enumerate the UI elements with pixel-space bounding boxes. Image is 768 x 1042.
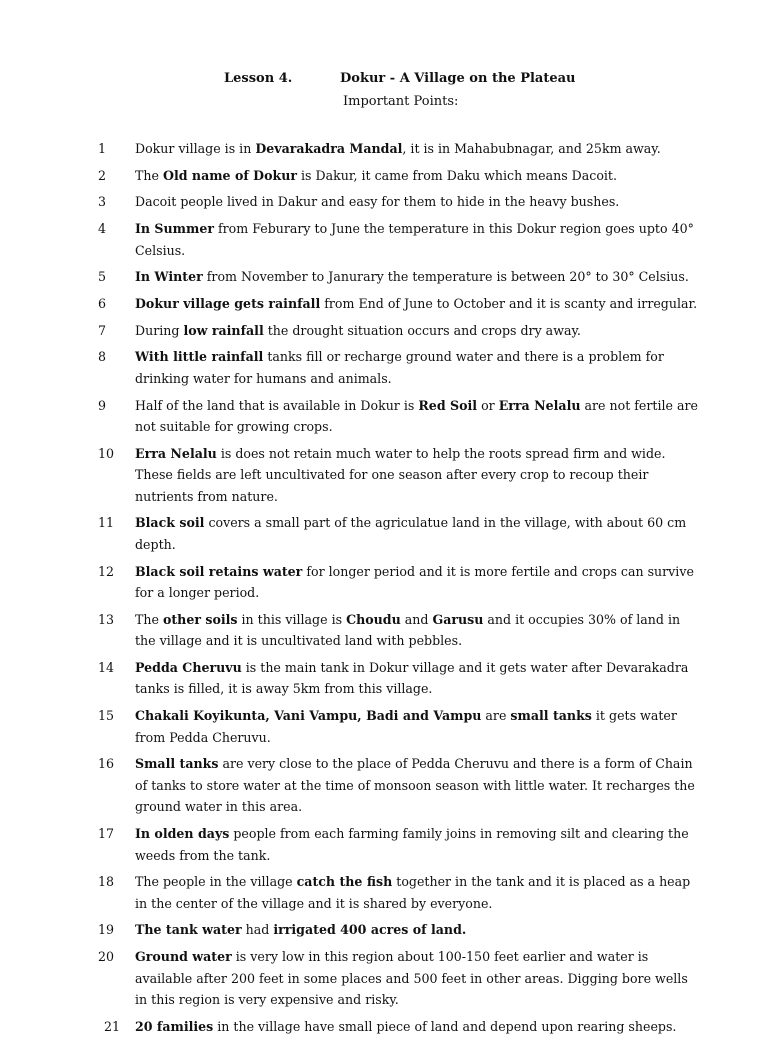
section-subtitle: Important Points: xyxy=(343,94,459,109)
bold-term: Choudu xyxy=(346,611,401,627)
text-run: and it occupies 30% of land in the village and it is uncultivated land with pebbles. xyxy=(135,611,681,649)
item-number: 7 xyxy=(98,322,107,338)
bold-term: 20 families xyxy=(135,1018,214,1034)
item-number: 8 xyxy=(98,349,107,365)
bold-term: In olden days xyxy=(135,826,230,841)
bold-term: Red Soil xyxy=(418,397,478,413)
list-item xyxy=(0,919,768,941)
item-text xyxy=(135,395,703,438)
item-number: 10 xyxy=(98,445,115,461)
bold-term: In Winter xyxy=(135,269,203,285)
text-run: is the main tank in Dokur village and it gets water after Devarakadra tanks is filled, it is away 5km from this village. xyxy=(135,659,689,697)
text-run: for longer period and it is more fertile and crops can survive for a longer period. xyxy=(135,563,694,601)
list-item xyxy=(0,871,768,914)
list-item xyxy=(0,218,768,261)
item-text xyxy=(135,266,703,288)
text-run: Half of the land that is available in Dokur is xyxy=(135,397,419,413)
list-item xyxy=(0,561,768,604)
item-text xyxy=(135,871,703,914)
item-text xyxy=(135,705,703,748)
text-run: people from each farming family joins in removing silt and clearing the weeds from the tank. xyxy=(135,826,689,863)
item-text xyxy=(135,1016,703,1038)
text-run: The xyxy=(135,611,163,627)
item-number: 11 xyxy=(98,515,115,531)
list-item xyxy=(0,165,768,187)
bold-term: The tank water xyxy=(135,922,242,938)
text-run: Dokur village is in xyxy=(135,141,256,156)
item-text xyxy=(135,919,703,941)
item-number: 16 xyxy=(98,756,115,772)
bold-term: Small tanks xyxy=(135,756,219,772)
list-item xyxy=(0,946,768,1011)
item-number: 17 xyxy=(98,826,115,841)
item-number: 6 xyxy=(98,295,107,311)
text-run: it gets water from Pedda Cheruvu. xyxy=(135,708,677,745)
item-number: 13 xyxy=(98,611,115,627)
text-run: Dacoit people lived in Dakur and easy for them to hide in the heavy bushes. xyxy=(135,194,620,210)
text-run: The people in the village xyxy=(135,874,297,890)
item-text xyxy=(135,346,703,389)
bold-term: Erra Nelalu xyxy=(135,445,217,461)
item-text xyxy=(135,609,703,652)
text-run: are xyxy=(481,708,511,724)
text-run: from Feburary to June the temperature in this Dokur region goes upto 40° Celsius. xyxy=(135,221,694,258)
list-item xyxy=(0,657,768,700)
item-number: 19 xyxy=(98,922,115,938)
bold-term: Dokur village gets rainfall xyxy=(135,295,321,311)
text-run: from November to Janurary the temperature is between 20° to 30° Celsius. xyxy=(202,269,689,285)
lesson-number: Lesson 4. xyxy=(224,71,293,86)
item-number: 9 xyxy=(98,397,107,413)
bold-term: In Summer xyxy=(135,221,214,237)
item-text xyxy=(135,512,703,555)
item-number: 20 xyxy=(98,949,115,965)
bold-term: Chakali Koyikunta, Vani Vampu, Badi and Vampu xyxy=(135,708,482,724)
list-item xyxy=(0,395,768,438)
item-text xyxy=(135,191,703,213)
item-number: 1 xyxy=(98,141,107,156)
item-text xyxy=(135,443,703,508)
text-run: had xyxy=(241,922,274,938)
text-run: and xyxy=(400,611,433,627)
bold-term: Black soil retains water xyxy=(135,563,303,579)
bold-term: catch the fish xyxy=(296,874,393,890)
item-number: 2 xyxy=(98,167,107,183)
text-run: in the village have small piece of land and depend upon rearing sheeps. xyxy=(213,1018,677,1034)
item-number: 3 xyxy=(98,194,107,210)
text-run: tanks fill or recharge ground water and there is a problem for drinking water for humans and animals. xyxy=(135,349,664,386)
item-text xyxy=(135,138,703,160)
list-item xyxy=(0,609,768,652)
text-run: in this village is xyxy=(237,611,347,627)
item-number: 15 xyxy=(98,708,115,724)
text-run: or xyxy=(477,397,499,413)
text-run: The xyxy=(135,167,163,183)
list-item xyxy=(0,823,768,866)
item-text xyxy=(135,946,703,1011)
list-item xyxy=(0,266,768,288)
text-run: is Dakur, it came from Daku which means Dacoit. xyxy=(297,167,617,183)
item-text xyxy=(135,823,703,866)
text-run: During xyxy=(135,322,184,338)
text-run: the drought situation occurs and crops dry away. xyxy=(263,322,581,338)
item-text xyxy=(135,320,703,342)
text-run: is very low in this region about 100-150 feet earlier and water is available after 200 feet in some places and 500 feet in other areas. Digging bore wells in this region is very expensive and risky. xyxy=(135,949,688,1008)
text-run: from End of June to October and it is scanty and irregular. xyxy=(320,295,698,311)
text-run: are not fertile are not suitable for growing crops. xyxy=(135,397,698,434)
text-run: is does not retain much water to help the roots spread firm and wide. These fields are left uncultivated for one season after every crop to recoup their nutrients from nature. xyxy=(135,445,666,504)
list-item xyxy=(0,346,768,389)
bold-term: Old name of Dokur xyxy=(162,167,297,183)
bold-term: Erra Nelalu xyxy=(498,397,581,413)
item-text xyxy=(135,218,703,261)
bold-term: small tanks xyxy=(510,708,592,724)
bold-term: irrigated 400 acres of land. xyxy=(273,922,467,938)
text-run: covers a small part of the agriculatue land in the village, with about 60 cm depth. xyxy=(135,515,687,552)
lesson-title: Dokur - A Village on the Plateau xyxy=(340,71,576,86)
list-item xyxy=(0,191,768,213)
text-run: are very close to the place of Pedda Cheruvu and there is a form of Chain of tanks to store water at the time of monsoon season with little water. It recharges the ground water in this area. xyxy=(135,756,695,815)
bold-term: With little rainfall xyxy=(135,349,264,365)
points-list xyxy=(0,138,768,1042)
list-item xyxy=(0,293,768,315)
item-number: 12 xyxy=(98,563,115,579)
item-number: 18 xyxy=(98,874,115,890)
item-text xyxy=(135,561,703,604)
list-item xyxy=(0,1016,768,1038)
item-number: 21 xyxy=(104,1018,121,1034)
text-run: together in the tank and it is placed as a heap in the center of the village and it is shared by everyone. xyxy=(135,874,691,911)
item-text xyxy=(135,165,703,187)
item-text xyxy=(135,293,703,315)
bold-term: low rainfall xyxy=(183,322,264,338)
text-run: , it is in Mahabubnagar, and 25km away. xyxy=(402,141,661,156)
list-item xyxy=(0,443,768,508)
item-number: 14 xyxy=(98,659,115,675)
bold-term: Black soil xyxy=(135,515,205,531)
bold-term: Ground water xyxy=(135,949,232,965)
item-text xyxy=(135,657,703,700)
list-item xyxy=(0,705,768,748)
item-number: 5 xyxy=(98,269,107,285)
bold-term: Garusu xyxy=(432,611,484,627)
list-item xyxy=(0,320,768,342)
list-item xyxy=(0,138,768,160)
bold-term: Devarakadra Mandal xyxy=(255,141,403,156)
item-text xyxy=(135,753,703,818)
list-item xyxy=(0,512,768,555)
list-item xyxy=(0,753,768,818)
bold-term: other soils xyxy=(162,611,238,627)
bold-term: Pedda Cheruvu xyxy=(135,659,242,675)
item-number: 4 xyxy=(98,221,107,237)
